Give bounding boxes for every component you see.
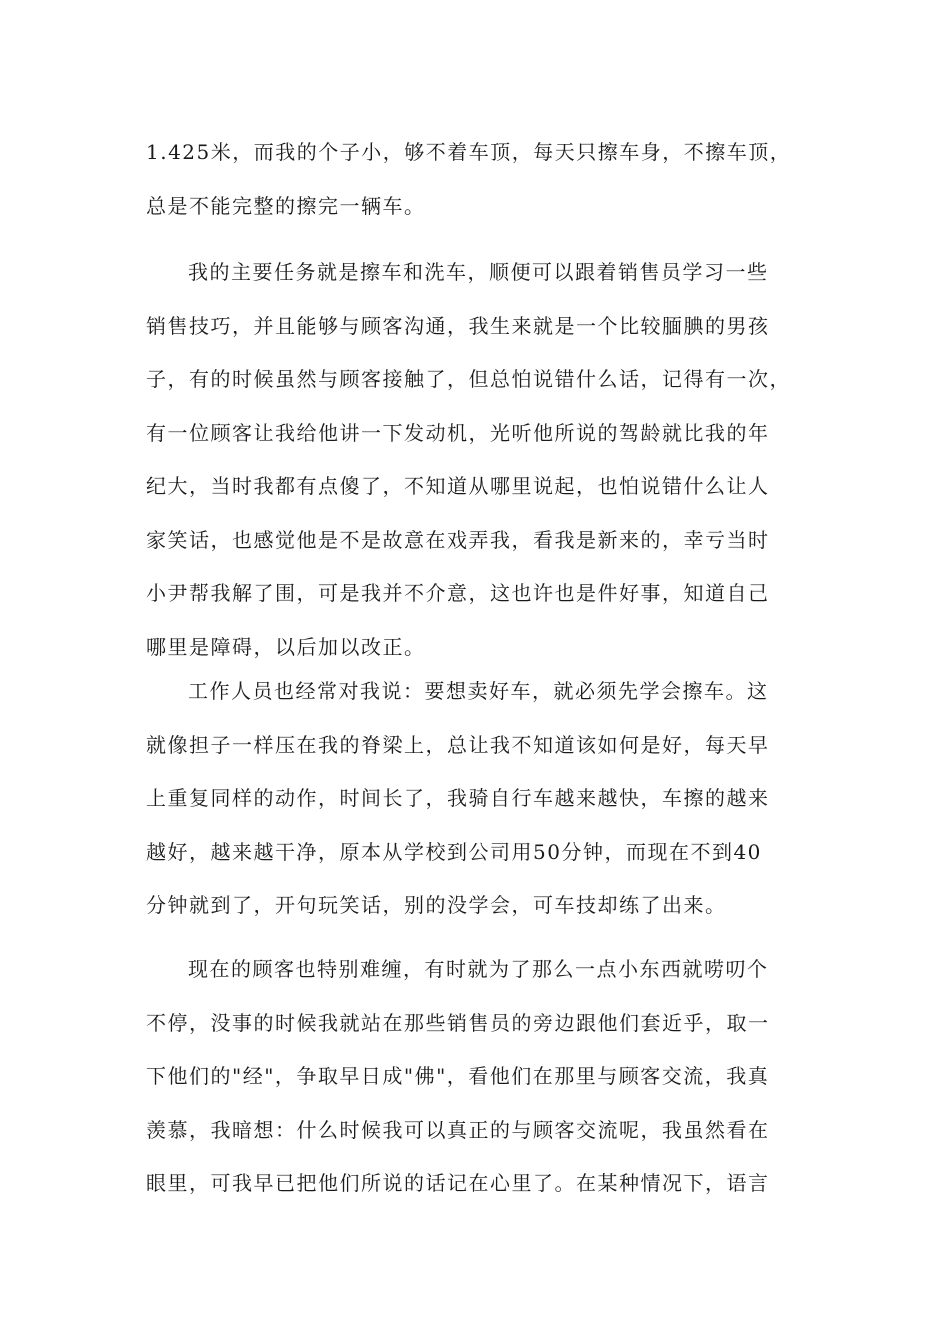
paragraph-4 [146, 943, 806, 1211]
text-line: 越好，越来越干净，原本从学校到公司用50分钟，而现在不到40 [146, 839, 762, 864]
text-line: 1.425米，而我的个子小，够不着车顶，每天只擦车身，不擦车顶， [146, 140, 792, 164]
text-line: 纪大，当时我都有点傻了，不知道从哪里说起，也怕说错什么让人 [146, 474, 770, 498]
text-line: 下他们的"经"，争取早日成"佛"，看他们在那里与顾客交流，我真 [146, 1064, 770, 1088]
text-line: 总是不能完整的擦完一辆车。 [146, 193, 426, 218]
text-line: 上重复同样的动作，时间长了，我骑自行车越来越快，车擦的越来 [146, 786, 770, 810]
text-line: 分钟就到了，开句玩笑话，别的没学会，可车技却练了出来。 [146, 893, 727, 917]
paragraph-1 [146, 126, 806, 233]
paragraph-2 [146, 246, 806, 674]
text-line: 工作人员也经常对我说：要想卖好车，就必须先学会擦车。这 [188, 679, 769, 703]
text-line: 现在的顾客也特别难缠，有时就为了那么一点小东西就唠叨个 [188, 957, 769, 981]
text-line: 不停，没事的时候我就站在那些销售员的旁边跟他们套近乎，取一 [146, 1010, 770, 1035]
text-line: 我的主要任务就是擦车和洗车，顺便可以跟着销售员学习一些 [188, 260, 769, 284]
paragraph-3 [146, 665, 806, 933]
text-line: 就像担子一样压在我的脊梁上，总让我不知道该如何是好，每天早 [146, 732, 770, 757]
text-line: 有一位顾客让我给他讲一下发动机，光听他所说的驾龄就比我的年 [146, 420, 770, 445]
text-line: 销售技巧，并且能够与顾客沟通，我生来就是一个比较腼腆的男孩 [146, 313, 770, 338]
text-line: 子，有的时候虽然与顾客接触了，但总怕说错什么话，记得有一次， [146, 367, 791, 391]
text-line: 眼里，可我早已把他们所说的话记在心里了。在某种情况下，语言 [146, 1171, 770, 1195]
text-line: 小尹帮我解了围，可是我并不介意，这也许也是件好事，知道自己 [146, 581, 770, 605]
text-line: 哪里是障碍，以后加以改正。 [146, 634, 426, 659]
text-line: 羡慕，我暗想：什么时候我可以真正的与顾客交流呢，我虽然看在 [146, 1117, 770, 1142]
text-line: 家笑话，也感觉他是不是故意在戏弄我，看我是新来的，幸亏当时 [146, 527, 770, 552]
